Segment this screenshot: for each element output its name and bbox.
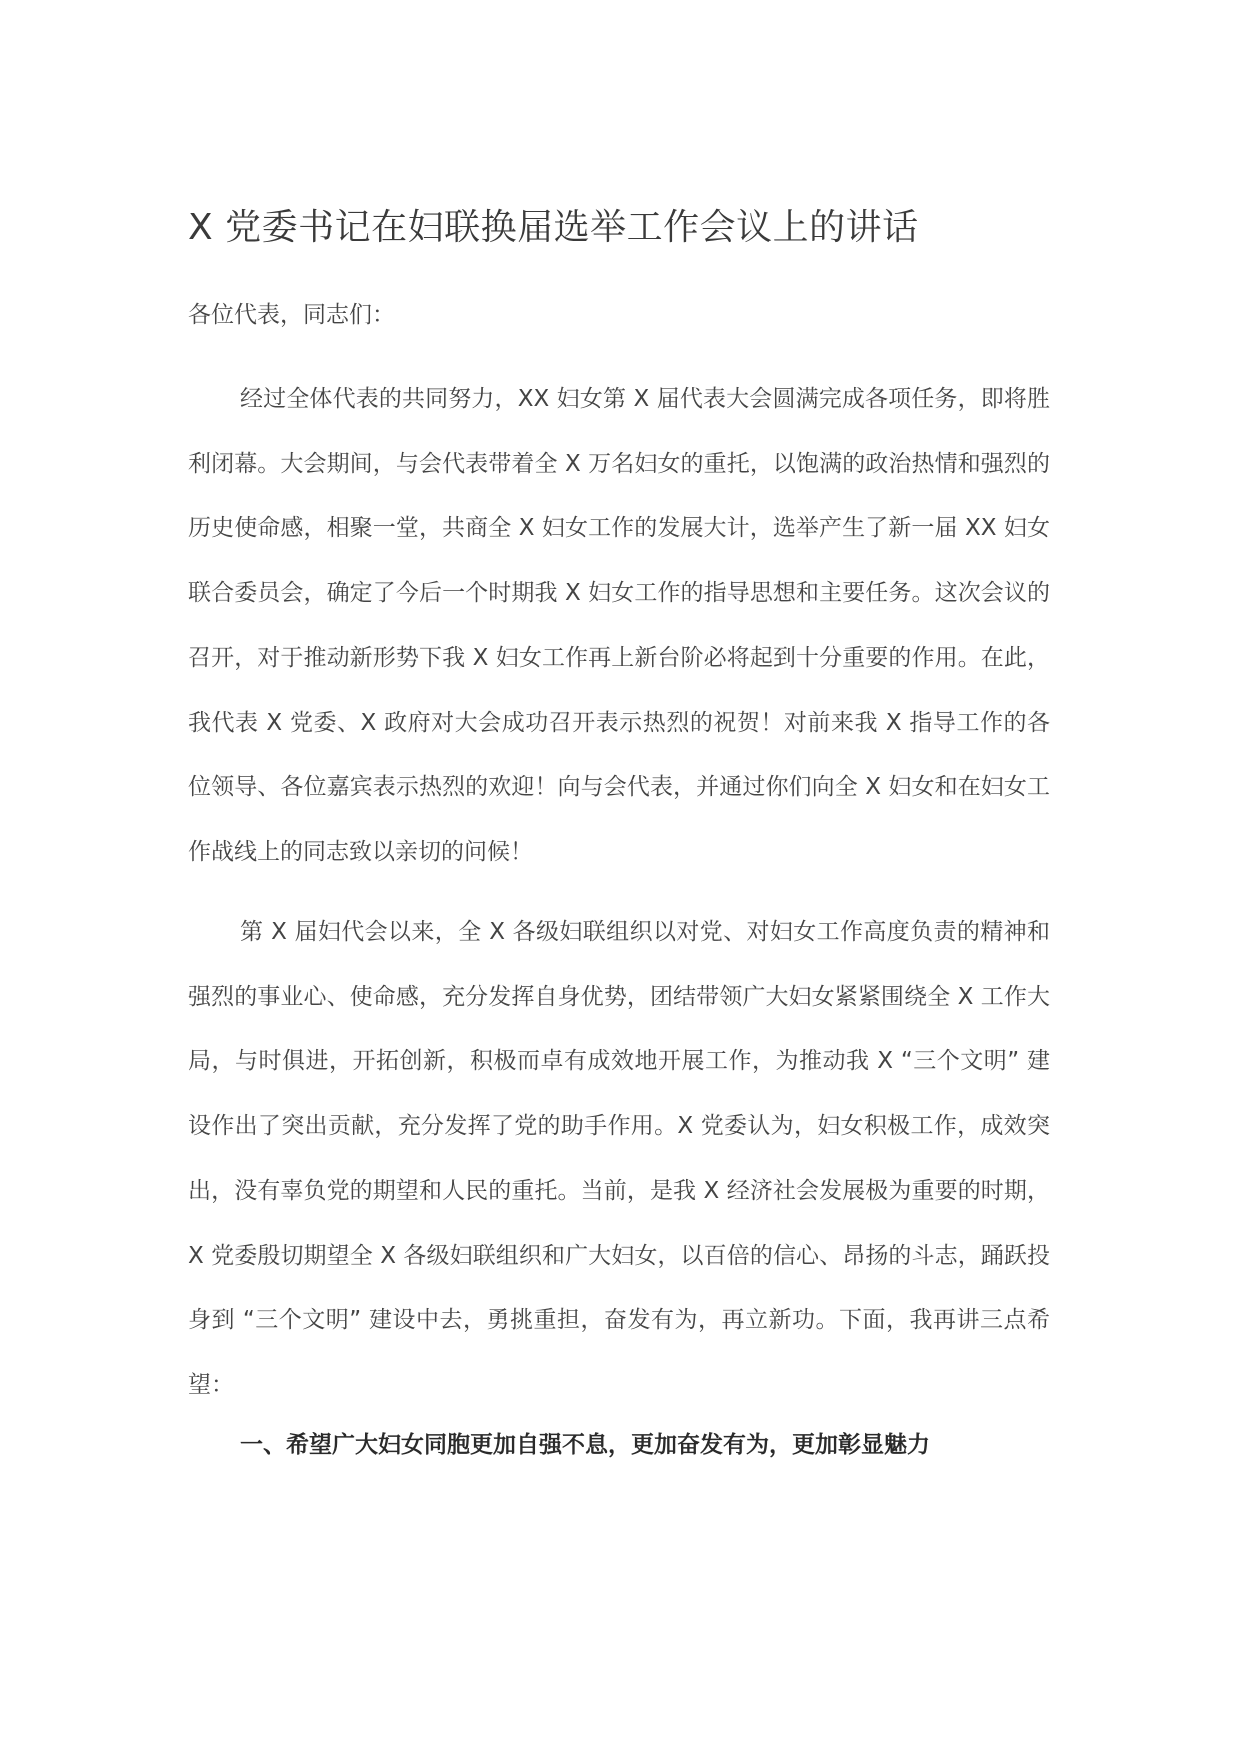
salutation: 各位代表，同志们： bbox=[188, 302, 395, 328]
document-title: X 党委书记在妇联换届选举工作会议上的讲话 bbox=[188, 207, 919, 248]
body-paragraph: 经过全体代表的共同努力，XX 妇女第 X 届代表大会圆满完成各项任务，即将胜利闭幕。大会期间，与会代表带着全 X 万名妇女的重托，以饱满的政治热情和强烈的历史使命感，相聚一堂，共商全 X 妇女工作的发展大计，选举产生了新一届 XX 妇女联合委员会，确定了今后一个时期我 X 妇女工作的指导思想和主要任务。这次会议的召开，对于推动新形势下我 X 妇女工作再上新台阶必将起到十分重要的作用。在此，我代表 X 党委、X 政府对大会成功召开表示热烈的祝贺！对前来我 X 指导工作的各位领导、各位嘉宾表示热烈的欢迎！向与会代表，并通过你们向全 X 妇女和在妇女工作战线上的同志致以亲切的问候！ bbox=[188, 386, 1050, 865]
body-paragraph: 第 X 届妇代会以来，全 X 各级妇联组织以对党、对妇女工作高度负责的精神和强烈的事业心、使命感，充分发挥自身优势，团结带领广大妇女紧紧围绕全 X 工作大局，与时俱进，开拓创新，积极而卓有成效地开展工作，为推动我 X “三个文明” 建设作出了突出贡献，充分发挥了党的助手作用。X 党委认为，妇女积极工作，成效突出，没有辜负党的期望和人民的重托。当前，是我 X 经济社会发展极为重要的时期，X 党委殷切期望全 X 各级妇联组织和广大妇女，以百倍的信心、昂扬的斗志，踊跃投身到 “三个文明” 建设中去，勇挑重担，奋发有为，再立新功。下面，我再讲三点希望： bbox=[188, 919, 1050, 1398]
section-heading: 一、希望广大妇女同胞更加自强不息，更加奋发有为，更加彰显魅力 bbox=[240, 1432, 930, 1458]
